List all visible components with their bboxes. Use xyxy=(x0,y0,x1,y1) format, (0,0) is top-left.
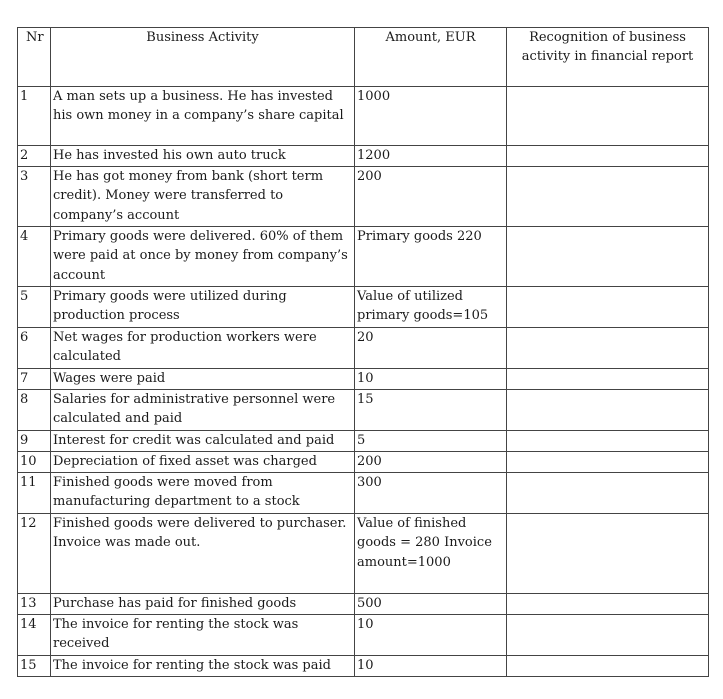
header-activity: Business Activity xyxy=(51,28,355,87)
row-recognition[interactable] xyxy=(507,390,709,431)
header-recognition: Recognition of business activity in financial report xyxy=(507,28,709,87)
table-row xyxy=(18,167,709,227)
row-recognition[interactable] xyxy=(507,615,709,656)
row-recognition[interactable] xyxy=(507,369,709,390)
row-activity: Primary goods were delivered. 60% of them were paid at once by money from company’s account xyxy=(51,227,355,287)
row-recognition[interactable] xyxy=(507,473,709,514)
row-recognition[interactable] xyxy=(507,328,709,369)
row-recognition[interactable] xyxy=(507,167,709,227)
header-nr: Nr xyxy=(18,28,51,87)
row-nr: 4 xyxy=(18,227,51,287)
row-amount: 20 xyxy=(355,328,507,369)
row-activity: The invoice for renting the stock was paid xyxy=(51,656,355,677)
table-row xyxy=(18,227,709,287)
row-nr: 6 xyxy=(18,328,51,369)
row-amount: Primary goods 220 xyxy=(355,227,507,287)
row-amount: 10 xyxy=(355,369,507,390)
row-amount: 10 xyxy=(355,615,507,656)
row-nr: 9 xyxy=(18,431,51,452)
table-row xyxy=(18,656,709,677)
table-row xyxy=(18,431,709,452)
row-nr: 2 xyxy=(18,146,51,167)
row-nr: 12 xyxy=(18,514,51,594)
table-row xyxy=(18,146,709,167)
row-amount: 500 xyxy=(355,594,507,615)
row-activity: The invoice for renting the stock was received xyxy=(51,615,355,656)
header-amount: Amount, EUR xyxy=(355,28,507,87)
table-row xyxy=(18,594,709,615)
table-row xyxy=(18,473,709,514)
table-row xyxy=(18,287,709,328)
row-recognition[interactable] xyxy=(507,594,709,615)
row-activity: Primary goods were utilized during production process xyxy=(51,287,355,328)
row-recognition[interactable] xyxy=(507,431,709,452)
row-amount: Value of utilized primary goods=105 xyxy=(355,287,507,328)
row-nr: 7 xyxy=(18,369,51,390)
row-nr: 14 xyxy=(18,615,51,656)
row-amount: 200 xyxy=(355,167,507,227)
row-recognition[interactable] xyxy=(507,287,709,328)
row-amount: 1200 xyxy=(355,146,507,167)
row-activity: Interest for credit was calculated and paid xyxy=(51,431,355,452)
row-nr: 15 xyxy=(18,656,51,677)
row-amount: Value of finished goods = 280 Invoice amount=1000 xyxy=(355,514,507,594)
row-amount: 1000 xyxy=(355,87,507,146)
row-amount: 200 xyxy=(355,452,507,473)
table-row xyxy=(18,87,709,146)
row-activity: He has got money from bank (short term credit). Money were transferred to company’s account xyxy=(51,167,355,227)
row-activity: Net wages for production workers were calculated xyxy=(51,328,355,369)
row-amount: 10 xyxy=(355,656,507,677)
row-nr: 1 xyxy=(18,87,51,146)
row-amount: 15 xyxy=(355,390,507,431)
row-recognition[interactable] xyxy=(507,452,709,473)
row-activity: Finished goods were delivered to purchaser. Invoice was made out. xyxy=(51,514,355,594)
table-row xyxy=(18,514,709,594)
table-row xyxy=(18,369,709,390)
row-activity: He has invested his own auto truck xyxy=(51,146,355,167)
row-recognition[interactable] xyxy=(507,87,709,146)
row-nr: 3 xyxy=(18,167,51,227)
row-recognition[interactable] xyxy=(507,656,709,677)
table-row xyxy=(18,615,709,656)
row-amount: 300 xyxy=(355,473,507,514)
business-activity-table xyxy=(17,27,709,677)
row-recognition[interactable] xyxy=(507,146,709,167)
row-amount: 5 xyxy=(355,431,507,452)
table-row xyxy=(18,328,709,369)
row-recognition[interactable] xyxy=(507,227,709,287)
row-activity: Finished goods were moved from manufacturing department to a stock xyxy=(51,473,355,514)
header-row xyxy=(18,28,709,87)
row-activity: Wages were paid xyxy=(51,369,355,390)
row-nr: 13 xyxy=(18,594,51,615)
row-activity: Salaries for administrative personnel were calculated and paid xyxy=(51,390,355,431)
row-nr: 10 xyxy=(18,452,51,473)
row-nr: 11 xyxy=(18,473,51,514)
row-activity: Depreciation of fixed asset was charged xyxy=(51,452,355,473)
row-activity: A man sets up a business. He has invested his own money in a company’s share capital xyxy=(51,87,355,146)
row-nr: 8 xyxy=(18,390,51,431)
row-activity: Purchase has paid for finished goods xyxy=(51,594,355,615)
row-nr: 5 xyxy=(18,287,51,328)
table-row xyxy=(18,452,709,473)
table-row xyxy=(18,390,709,431)
row-recognition[interactable] xyxy=(507,514,709,594)
